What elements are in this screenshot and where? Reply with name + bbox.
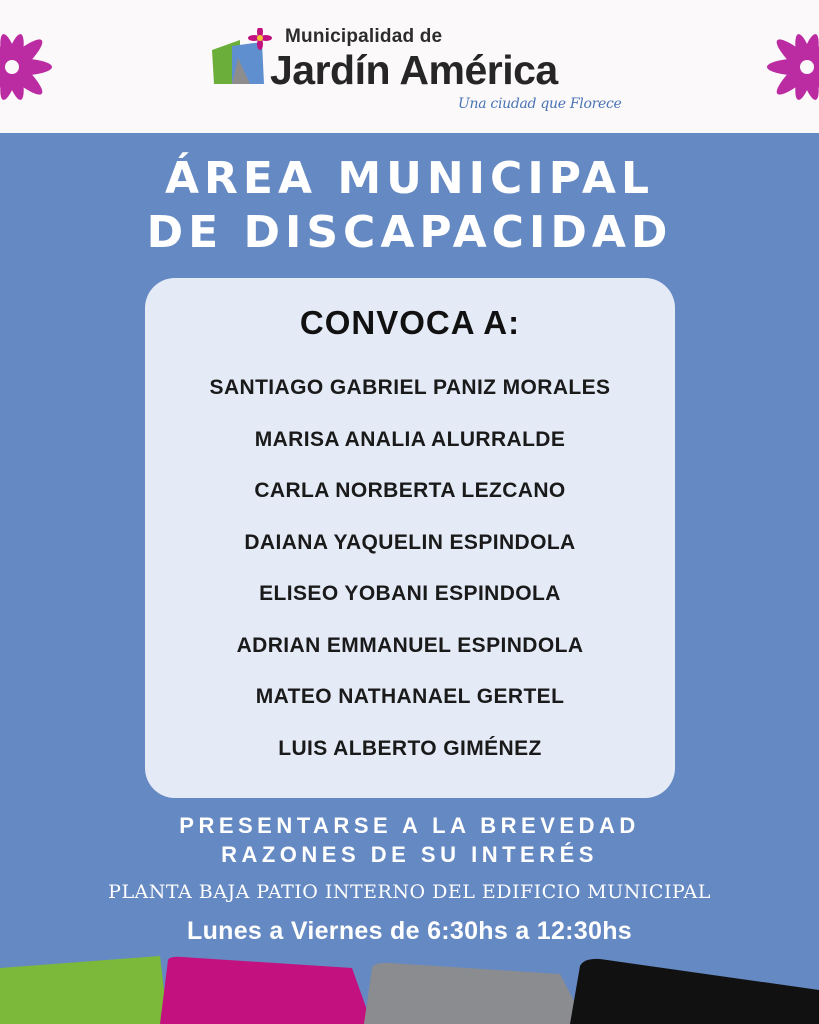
logo-big-text: Jardín América <box>270 47 558 93</box>
card-heading: CONVOCA A: <box>299 304 521 341</box>
list-item: LUIS ALBERTO GIMÉNEZ <box>278 736 542 760</box>
band-black <box>570 959 819 1024</box>
footer-line-1: PRESENTARSE A LA BREVEDAD <box>179 813 640 838</box>
list-item: MARISA ANALIA ALURRALDE <box>254 427 566 451</box>
flower-left-icon <box>0 8 72 126</box>
list-item: CARLA NORBERTA LEZCANO <box>254 479 566 502</box>
logo-small-text: Municipalidad de <box>285 26 443 47</box>
band-magenta <box>160 957 372 1024</box>
list-item: SANTIAGO GABRIEL PANIZ MORALES <box>209 376 611 399</box>
page-title-line2: DE DISCAPACIDAD <box>146 207 673 258</box>
header <box>0 0 819 133</box>
flower-right-icon <box>747 8 819 126</box>
footer-line-2: RAZONES DE SU INTERÉS <box>221 842 598 867</box>
footer-address: PLANTA BAJA PATIO INTERNO DEL EDIFICIO MUNICIPAL <box>108 881 711 903</box>
footer-hours: Lunes a Viernes de 6:30hs a 12:30hs <box>187 917 632 945</box>
page-title-line1: ÁREA MUNICIPAL <box>164 153 655 204</box>
list-item: ELISEO YOBANI ESPINDOLA <box>259 582 561 605</box>
logo-tagline: Una ciudad que Florece <box>458 96 622 112</box>
names-card <box>145 278 675 798</box>
logo-mark-icon <box>210 28 272 86</box>
names-list <box>145 370 675 782</box>
list-item: MATEO NATHANAEL GERTEL <box>255 685 565 708</box>
list-item: DAIANA YAQUELIN ESPINDOLA <box>244 530 576 554</box>
band-gray <box>364 963 586 1024</box>
band-green <box>0 956 168 1024</box>
list-item: ADRIAN EMMANUEL ESPINDOLA <box>236 633 584 657</box>
bottom-color-bands <box>0 950 819 1024</box>
